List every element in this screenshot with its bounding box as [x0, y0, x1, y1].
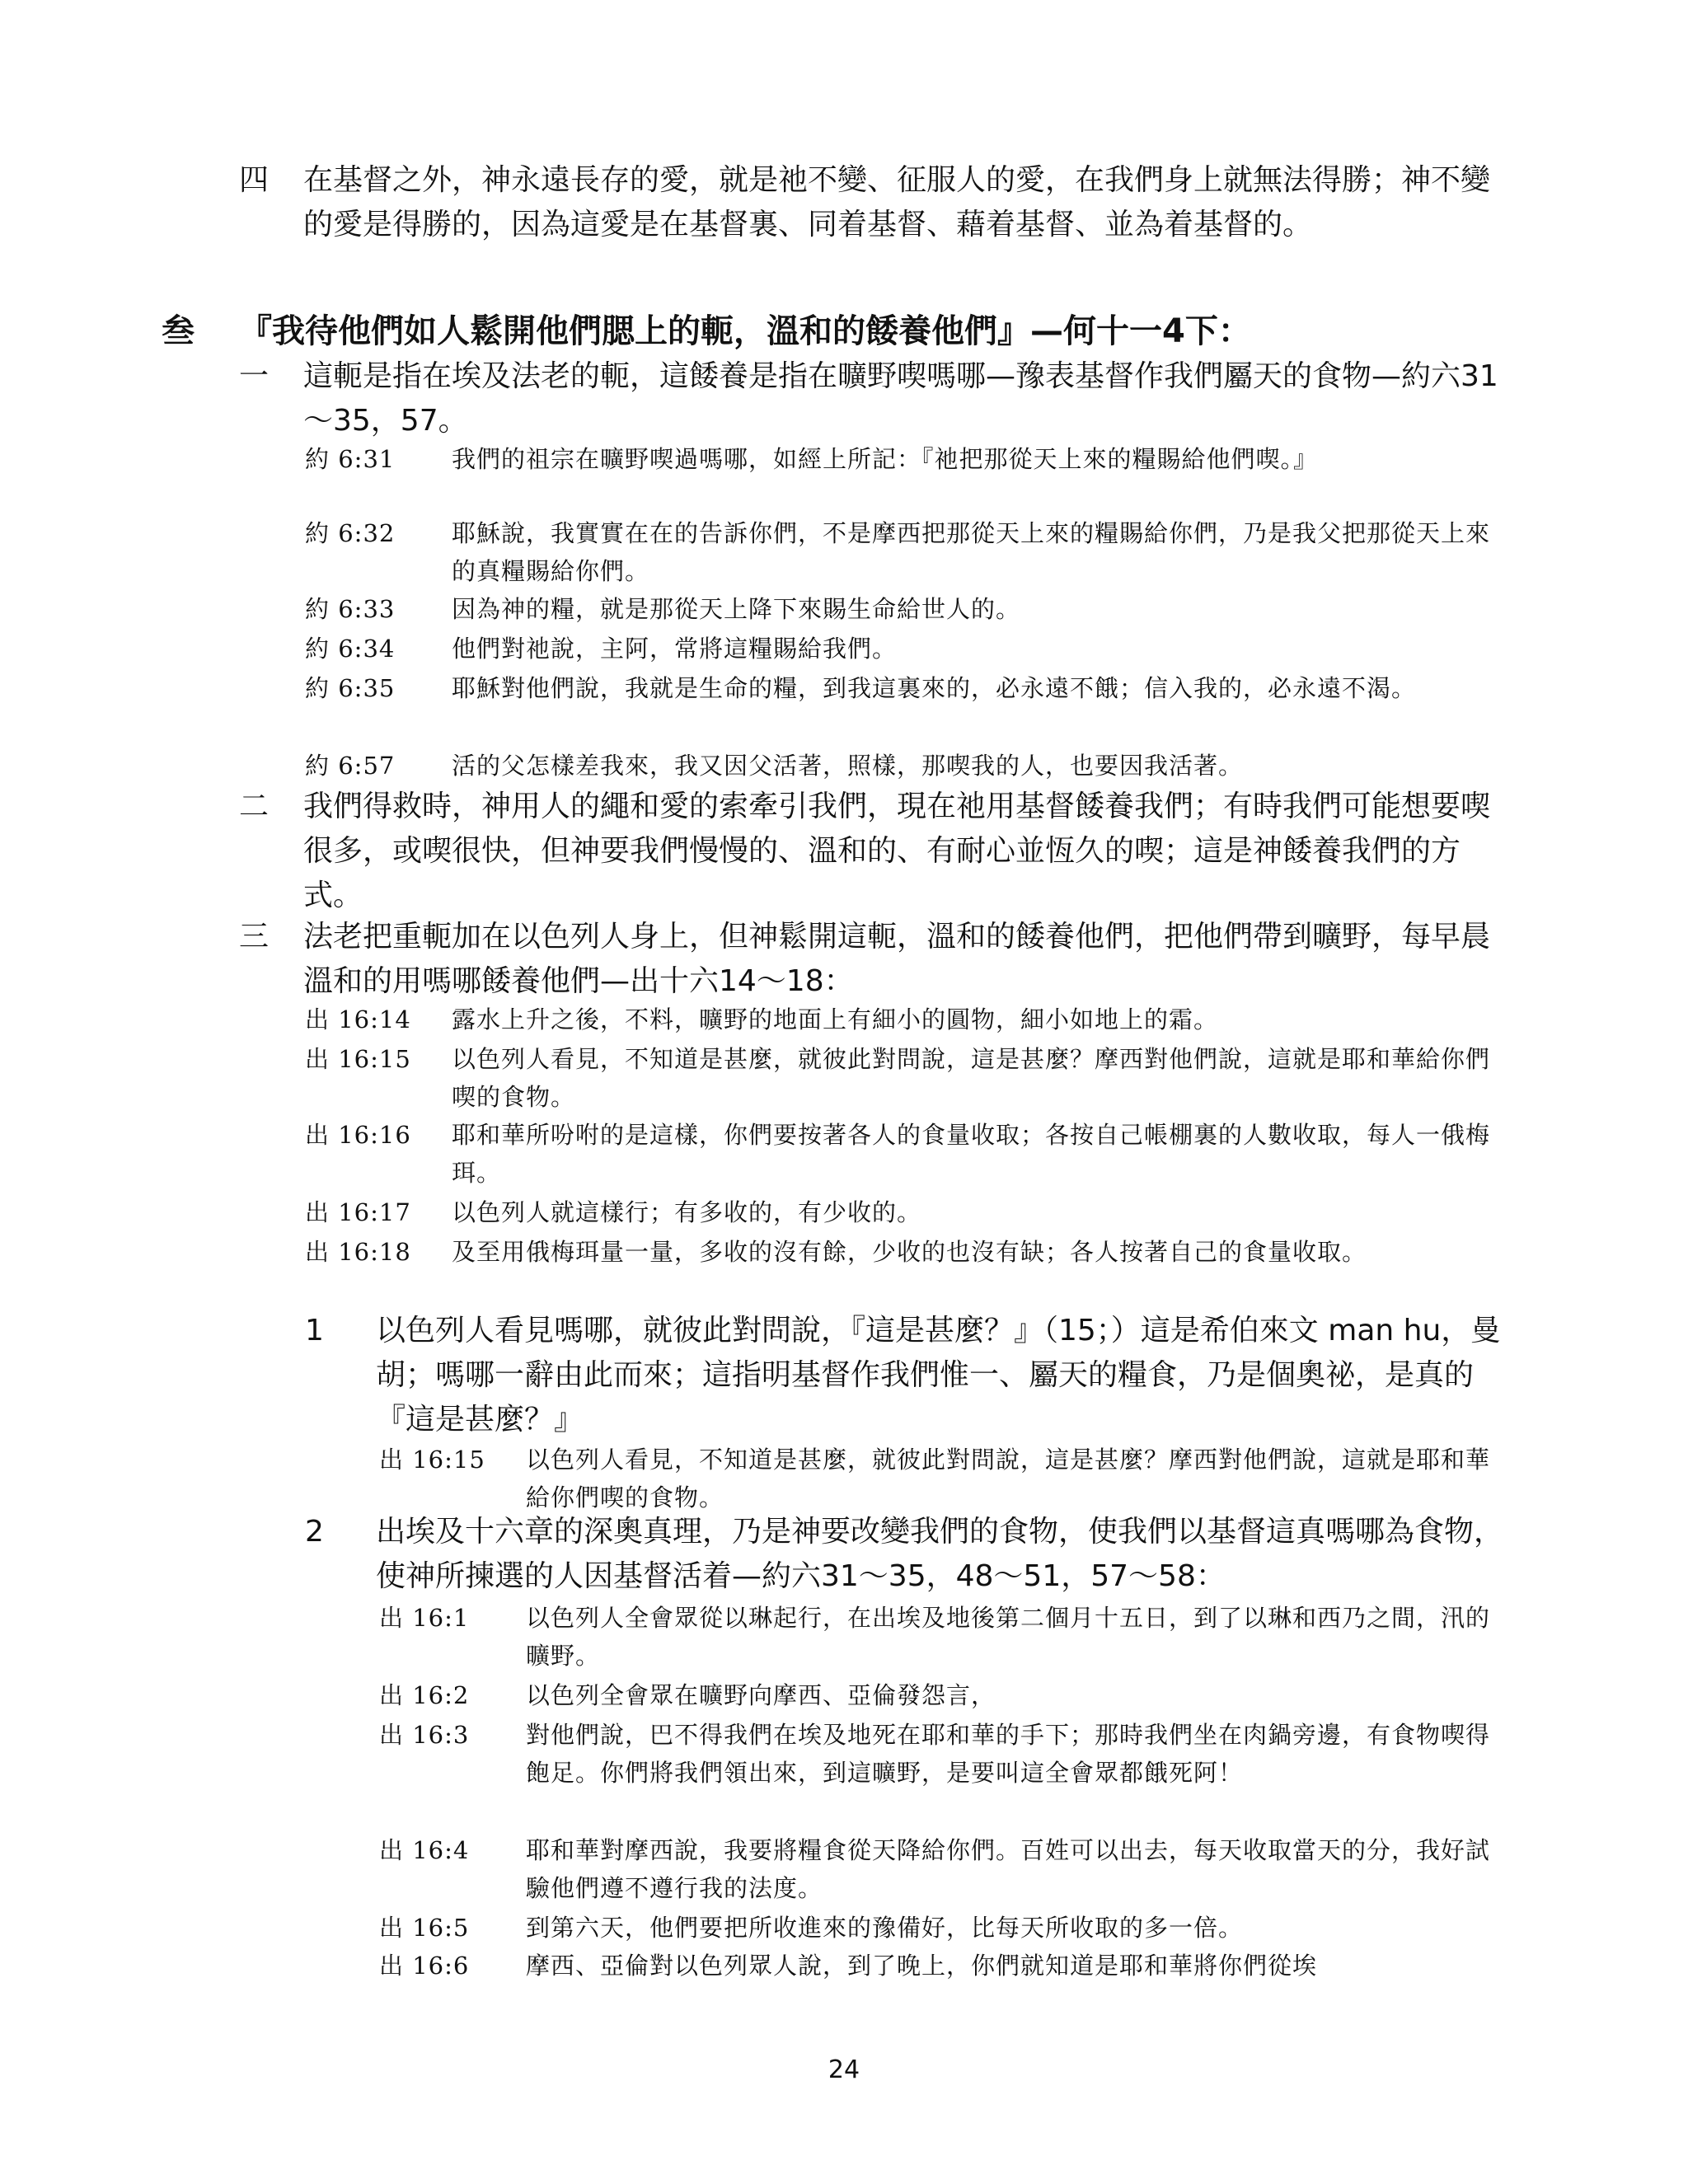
verse-exodus-16-15: [305, 1040, 1510, 1116]
verse-exodus-16-17: [305, 1193, 1510, 1231]
verse-text: 以色列人看見，不知道是甚麼，就彼此對問說，這是甚麼？摩西對他們說，這就是耶和華給你們喫的食物。: [452, 1045, 1491, 1111]
verse-john-6-35: [305, 669, 1510, 745]
verse-ref: 出 16:15: [379, 1446, 485, 1474]
point-text: 我們得救時，神用人的繩和愛的索牽引我們，現在祂用基督餧養我們；有時我們可能想要喫很多，或喫很快，但神要我們慢慢的、溫和的、有耐心並恆久的喫；這是神餧養我們的方式。: [303, 790, 1491, 912]
point-text: 這軛是指在埃及法老的軛，這餧養是指在曠野喫嗎哪—豫表基督作我們屬天的食物—約六31～35，57。: [303, 359, 1498, 438]
sub-point-2: [305, 1510, 1508, 1599]
verse-exodus-16-15-repeat: [379, 1441, 1510, 1516]
verse-ref: 出 16:3: [379, 1721, 470, 1749]
point-marker: 三: [239, 920, 270, 954]
verse-ref: 出 16:5: [379, 1914, 470, 1942]
verse-text: 摩西、亞倫對以色列眾人說，到了晚上，你們就知道是耶和華將你們從埃: [526, 1952, 1318, 1980]
verse-ref: 出 16:2: [379, 1681, 470, 1709]
point-text: 法老把重軛加在以色列人身上，但神鬆開這軛，溫和的餧養他們，把他們帶到曠野，每早晨溫和的用嗎哪餧養他們—出十六14～18：: [303, 920, 1491, 998]
outline-point-4: [239, 158, 1508, 292]
verse-john-6-32: [305, 514, 1510, 590]
sub-point-1: [305, 1309, 1508, 1442]
outline-point-3: [239, 915, 1508, 1004]
point-text: 出埃及十六章的深奧真理，乃是神要改變我們的食物，使我們以基督這真嗎哪為食物，使神所揀選的人因基督活着—約六31～35，48～51，57～58：: [376, 1515, 1504, 1593]
point-text: 以色列人看見嗎哪，就彼此對問說，『這是甚麼？』（15；）這是希伯來文 man hu，曼胡；嗎哪一辭由此而來；這指明基督作我們惟一、屬天的糧食，乃是個奧祕，是真的『這是甚麼？』: [376, 1314, 1501, 1436]
verse-text: 耶穌說，我實實在在的告訴你們，不是摩西把那從天上來的糧賜給你們，乃是我父把那從天上來的真糧賜給你們。: [452, 519, 1491, 585]
verse-exodus-16-14: [305, 1001, 1510, 1038]
verse-ref: 約 6:35: [305, 674, 396, 702]
verse-text: 耶穌對他們說，我就是生命的糧，到我這裏來的，必永遠不餓；信入我的，必永遠不渴。: [452, 674, 1417, 702]
verse-ref: 出 16:1: [379, 1604, 470, 1632]
verse-john-6-34: [305, 630, 1510, 668]
verse-text: 耶和華所吩咐的是這樣，你們要按著各人的食量收取；各按自己帳棚裏的人數收取，每人一俄梅珥。: [452, 1121, 1491, 1187]
verse-exodus-16-2: [379, 1676, 1510, 1714]
verse-text: 到第六天，他們要把所收進來的豫備好，比每天所收取的多一倍。: [526, 1914, 1244, 1942]
verse-text: 以色列人就這樣行；有多收的，有少收的。: [452, 1198, 922, 1226]
section-title: 『我待他們如人鬆開他們腮上的軛，溫和的餧養他們』—何十一4下：: [239, 312, 1251, 350]
verse-text: 以色列全會眾在曠野向摩西、亞倫發怨言，: [526, 1681, 996, 1709]
point-marker: 一: [239, 359, 270, 393]
verse-exodus-16-4: [379, 1831, 1510, 1907]
section-heading: [162, 307, 1522, 356]
point-marker: 1: [305, 1314, 324, 1347]
point-marker: 2: [305, 1515, 324, 1549]
page-number: 24: [828, 2055, 860, 2084]
verse-ref: 約 6:32: [305, 519, 396, 547]
outline-point-1: [239, 354, 1508, 443]
verse-text: 及至用俄梅珥量一量，多收的沒有餘，少收的也沒有缺；各人按著自己的食量收取。: [452, 1238, 1367, 1266]
verse-john-6-57: [305, 747, 1510, 785]
verse-ref: 出 16:18: [305, 1238, 411, 1266]
verse-text: 對他們說，巴不得我們在埃及地死在耶和華的手下；那時我們坐在肉鍋旁邊，有食物喫得飽足。你們將我們領出來，到這曠野，是要叫這全會眾都餓死阿！: [526, 1721, 1491, 1787]
verse-text: 我們的祖宗在曠野喫過嗎哪，如經上所記：『祂把那從天上來的糧賜給他們喫。』: [452, 445, 1319, 473]
verse-john-6-33: [305, 590, 1510, 628]
verse-exodus-16-6: [379, 1947, 1510, 1985]
verse-ref: 出 16:14: [305, 1005, 411, 1033]
verse-text: 露水上升之後，不料，曠野的地面上有細小的圓物，細小如地上的霜。: [452, 1005, 1219, 1033]
verse-john-6-31: [305, 440, 1510, 516]
verse-text: 活的父怎樣差我來，我又因父活著，照樣，那喫我的人，也要因我活著。: [452, 752, 1244, 780]
point-text: 在基督之外，神永遠長存的愛，就是祂不變、征服人的愛，在我們身上就無法得勝；神不變的愛是得勝的，因為這愛是在基督裏、同着基督、藉着基督、並為着基督的。: [303, 163, 1491, 241]
verse-ref: 約 6:34: [305, 635, 396, 663]
verse-exodus-16-3: [379, 1716, 1510, 1830]
verse-text: 耶和華對摩西說，我要將糧食從天降給你們。百姓可以出去，每天收取當天的分，我好試驗他們遵不遵行我的法度。: [526, 1836, 1491, 1902]
verse-ref: 出 16:17: [305, 1198, 411, 1226]
verse-text: 以色列人看見，不知道是甚麼，就彼此對問說，這是甚麼？摩西對他們說，這就是耶和華給你們喫的食物。: [526, 1446, 1491, 1511]
point-marker: 四: [239, 163, 270, 197]
verse-ref: 約 6:31: [305, 445, 396, 473]
verse-exodus-16-1: [379, 1599, 1510, 1675]
section-marker: 叁: [162, 312, 195, 350]
point-marker: 二: [239, 790, 270, 823]
verse-ref: 出 16:6: [379, 1952, 470, 1980]
verse-ref: 出 16:15: [305, 1045, 411, 1073]
verse-exodus-16-5: [379, 1909, 1510, 1947]
outline-point-2: [239, 785, 1508, 918]
verse-ref: 約 6:57: [305, 752, 396, 780]
verse-ref: 出 16:16: [305, 1121, 411, 1149]
verse-text: 他們對祂說，主阿，常將這糧賜給我們。: [452, 635, 898, 663]
verse-text: 因為神的糧，就是那從天上降下來賜生命給世人的。: [452, 595, 1021, 623]
verse-ref: 出 16:4: [379, 1836, 470, 1864]
verse-exodus-16-16: [305, 1116, 1510, 1192]
verse-ref: 約 6:33: [305, 595, 396, 623]
verse-text: 以色列人全會眾從以琳起行，在出埃及地後第二個月十五日，到了以琳和西乃之間，汛的曠野。: [526, 1604, 1491, 1670]
verse-exodus-16-18: [305, 1233, 1510, 1309]
